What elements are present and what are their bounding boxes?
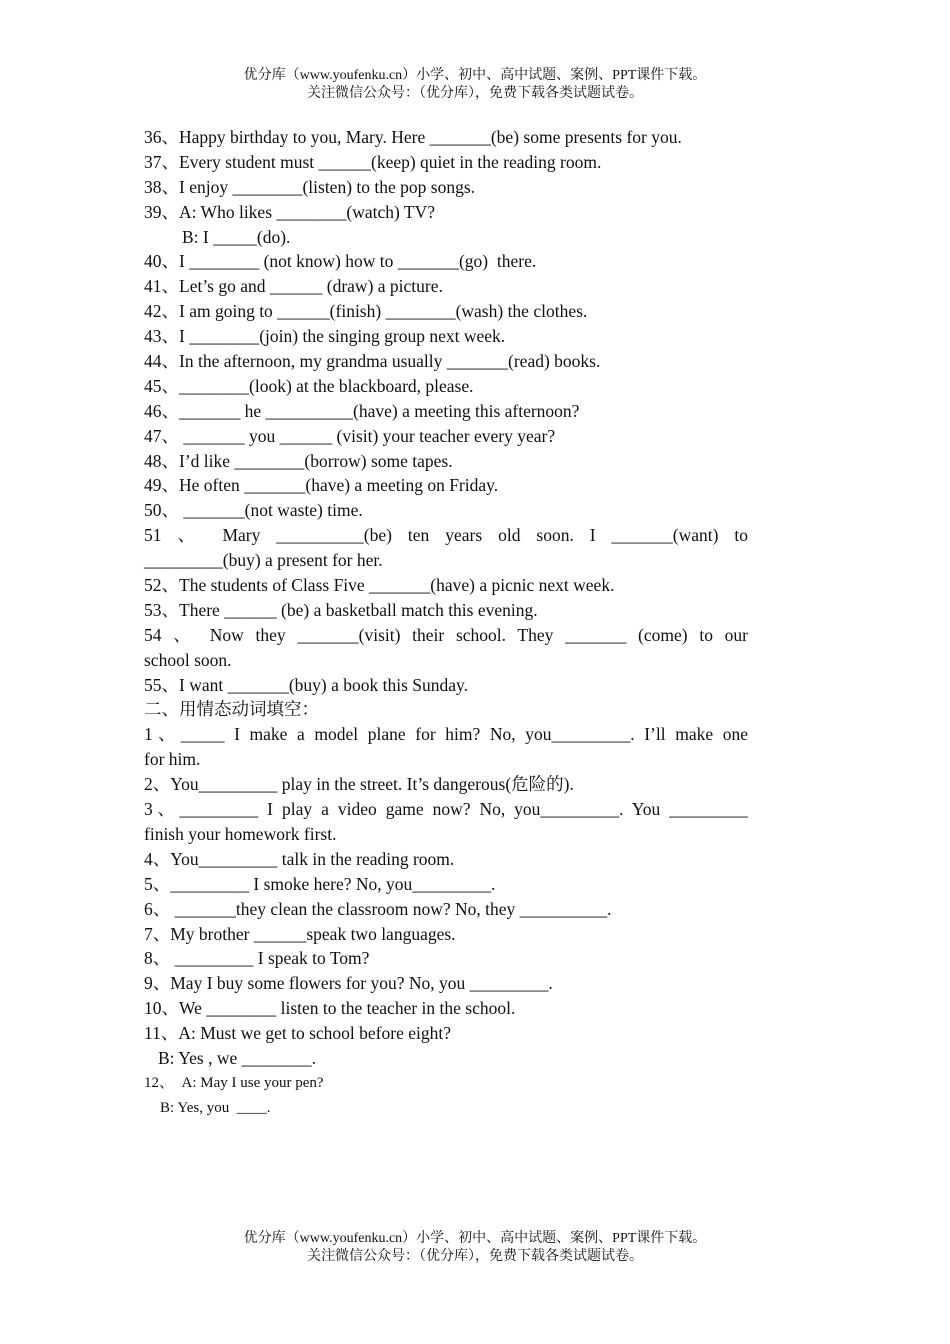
modal-question-8: 8、 _________ I speak to Tom? [144,948,370,969]
question-51: 51 、 Mary __________(be) ten years old soon. I _______(want) to [144,525,748,546]
modal-question-6: 6、 _______they clean the classroom now? No, they __________. [144,898,612,919]
modal-question-7: 7、My brother ______speak two languages. [144,923,456,944]
section-heading: 二、用情态动词填空： [144,699,319,720]
question-39: 39、A: Who likes ________(watch) TV? [144,201,435,222]
question-48: 48、I’d like ________(borrow) some tapes. [144,450,453,471]
question-37: 37、Every student must ______(keep) quiet in the reading room. [144,151,602,172]
question-53: 53、There ______ (be) a basketball match this evening. [144,599,538,620]
question-44: 44、In the afternoon, my grandma usually _______(read) books. [144,351,601,372]
modal-question-9: 9、May I buy some flowers for you? No, you _________. [144,973,553,994]
footer-line-1: 优分库（www.youfenku.cn）小学、初中、高中试题、案例、PPT课件下载。 [243,1231,707,1246]
modal-question-2: 2、You_________ play in the street. It’s dangerous(危险的). [144,774,574,795]
header-line-2: 关注微信公众号：（优分库），免费下载各类试题试卷。 [307,86,643,101]
question-41: 41、Let’s go and ______ (draw) a picture. [144,276,443,297]
question-55: 55、I want _______(buy) a book this Sunday. [144,674,469,695]
modal-question-1: 1、_____ I make a model plane for him? No, you_________. I’ll make one [144,724,748,745]
question-45: 45、________(look) at the blackboard, please. [144,375,474,396]
question-42: 42、I am going to ______(finish) ________(wash) the clothes. [144,301,588,322]
question-50: 50、 _______(not waste) time. [144,500,363,521]
modal-question-5: 5、_________ I smoke here? No, you_________. [144,873,496,894]
question-49: 49、He often _______(have) a meeting on Friday. [144,475,499,496]
question-54-cont: school soon. [144,649,232,670]
question-40: 40、I ________ (not know) how to _______(go) there. [144,251,537,272]
question-39-answer: B: I _____(do). [182,226,291,247]
question-36: 36、Happy birthday to you, Mary. Here _______(be) some presents for you. [144,127,682,147]
question-52: 52、The students of Class Five _______(have) a picnic next week. [144,575,615,596]
question-43: 43、I ________(join) the singing group next week. [144,326,506,347]
exercise-body [144,125,748,1121]
modal-question-12: 12、 A: May I use your pen? [144,1074,324,1091]
question-46: 46、_______ he __________(have) a meeting this afternoon? [144,400,580,421]
question-38: 38、I enjoy ________(listen) to the pop songs. [144,176,476,197]
modal-question-3-cont: finish your homework first. [144,823,337,844]
header-line-1: 优分库（www.youfenku.cn）小学、初中、高中试题、案例、PPT课件下载。 [243,68,707,83]
modal-question-11: 11、A: Must we get to school before eight? [144,1023,451,1044]
modal-question-4: 4、You_________ talk in the reading room. [144,848,455,869]
page-footer [0,1230,950,1266]
page-header [0,67,950,103]
question-51-cont: _________(buy) a present for her. [144,550,383,571]
modal-question-12-answer: B: Yes, you ____. [160,1099,271,1116]
modal-question-1-cont: for him. [144,749,201,770]
modal-question-10: 10、We ________ listen to the teacher in the school. [144,998,516,1019]
question-47: 47、 _______ you ______ (visit) your teacher every year? [144,425,556,446]
question-54: 54 、 Now they _______(visit) their school. They _______ (come) to our [144,624,748,645]
modal-question-3: 3、_________ I play a video game now? No, you_________. You _________ [144,799,748,820]
modal-question-11-answer: B: Yes , we ________. [158,1047,317,1068]
footer-line-2: 关注微信公众号：（优分库），免费下载各类试题试卷。 [307,1249,643,1264]
